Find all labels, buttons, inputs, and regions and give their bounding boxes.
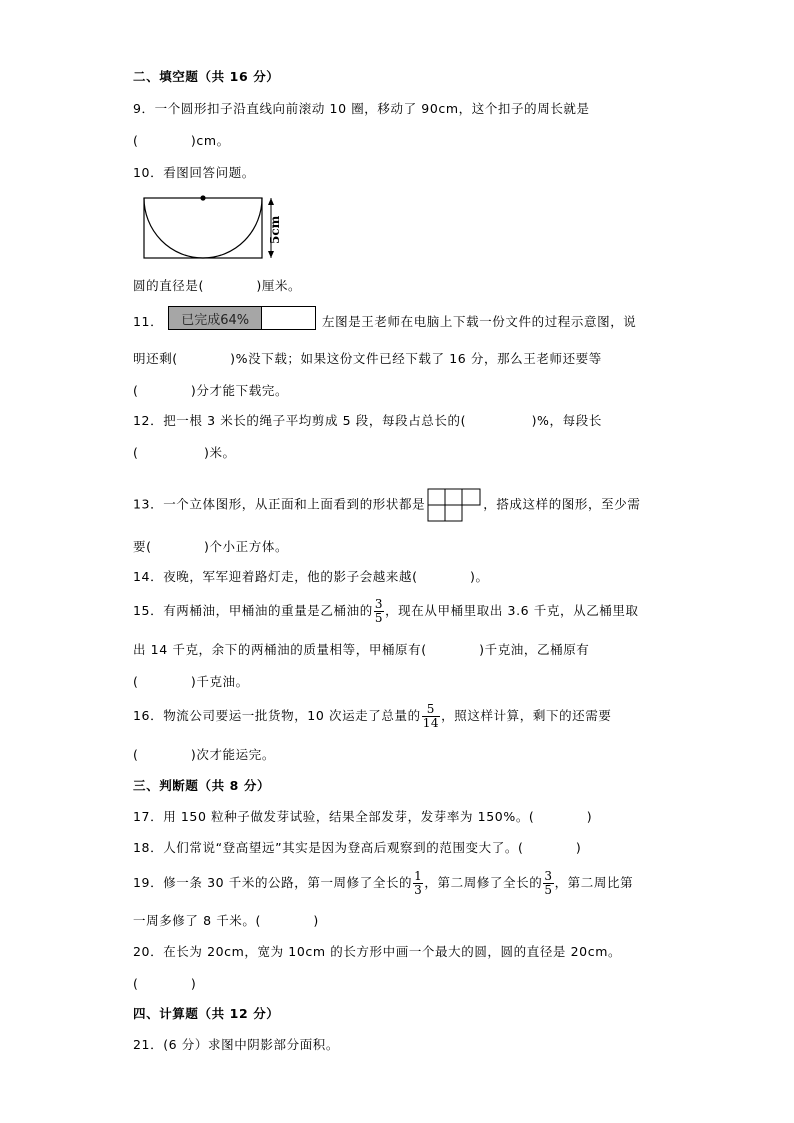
q16-fraction: [422, 703, 440, 730]
q13-text-before: 13．一个立体图形，从正面和上面看到的形状都是: [133, 496, 426, 512]
semicircle-figure: [140, 192, 285, 264]
figure-rectangle: [144, 198, 262, 258]
q9-line1: 9．一个圆形扣子沿直线向前滚动 10 圈，移动了 90cm，这个扣子的周长就是: [133, 101, 590, 116]
progress-bar-fill: 已完成64%: [169, 307, 262, 329]
q13-text-after: ，搭成这样的图形，至少需: [483, 496, 641, 512]
q19-text-c: ，第二周比第: [554, 875, 634, 890]
q21-text: 21．(6 分）求图中阴影部分面积。: [133, 1037, 340, 1052]
q16-text-after: ，照这样计算，剩下的还需要: [441, 708, 612, 723]
q11-line1: 左图是王老师在电脑上下载一份文件的过程示意图，说: [322, 314, 637, 329]
q15-fraction: [374, 598, 384, 625]
section-heading-fill-blank: 二、填空题（共 16 分）: [133, 69, 280, 84]
q11-line3: ( )分才能下载完。: [133, 383, 289, 398]
dimension-label: 5cm: [268, 215, 282, 244]
q16-line1: [133, 703, 611, 730]
q19-frac1-den: 3: [414, 883, 423, 897]
q19-frac1-num: 1: [414, 869, 423, 883]
q20-line1: 20．在长为 20cm，宽为 10cm 的长方形中画一个最大的圆，圆的直径是 20cm。: [133, 944, 622, 959]
semicircle-center-dot: [200, 195, 205, 200]
q19-line1: [133, 870, 633, 897]
download-progress-bar: [168, 306, 316, 330]
q10-text: 10．看图回答问题。: [133, 165, 255, 180]
q15-frac-num: 3: [374, 597, 384, 611]
q16-frac-den: 14: [422, 716, 440, 730]
section-heading-true-false: 三、判断题（共 8 分）: [133, 778, 271, 793]
q15-line1: [133, 598, 639, 625]
q15-line3: ( )千克油。: [133, 674, 249, 689]
q15-text-after: ，现在从甲桶里取出 3.6 千克，从乙桶里取: [385, 603, 639, 618]
q19-text-a: 19．修一条 30 千米的公路，第一周修了全长的: [133, 875, 413, 890]
cube-view-grid-icon: [427, 488, 481, 522]
q19-frac2-num: 3: [544, 869, 553, 883]
q15-frac-den: 5: [374, 611, 384, 625]
semicircle-arc: [144, 198, 262, 258]
q15-line2: 出 14 千克，余下的两桶油的质量相等，甲桶原有( )千克油，乙桶原有: [133, 642, 590, 657]
q15-text-before: 15．有两桶油，甲桶油的重量是乙桶油的: [133, 603, 373, 618]
q17-text: 17．用 150 粒种子做发芽试验，结果全部发芽，发芽率为 150%。( ): [133, 809, 593, 824]
q11-line2: 明还剩( )%没下载；如果这份文件已经下载了 16 分，那么王老师还要等: [133, 351, 602, 366]
q13-line1: [133, 488, 640, 522]
q18-text: 18．人们常说“登高望远”其实是因为登高后观察到的范围变大了。( ): [133, 840, 582, 855]
q13-line2: 要( )个小正方体。: [133, 539, 289, 554]
q16-text-before: 16．物流公司要运一批货物，10 次运走了总量的: [133, 708, 421, 723]
q11-number: 11．: [133, 314, 164, 329]
q12-line2: ( )米。: [133, 445, 236, 460]
q16-frac-num: 5: [422, 703, 440, 717]
q12-line1: 12．把一根 3 米长的绳子平均剪成 5 段，每段占总长的( )%，每段长: [133, 413, 602, 428]
q19-line2: 一周多修了 8 千米。( ): [133, 913, 319, 928]
q20-line2: ( ): [133, 976, 197, 991]
q10-answer: 圆的直径是( )厘米。: [133, 278, 302, 293]
q19-frac2-den: 5: [544, 883, 553, 897]
dimension-arrow-top: [268, 198, 274, 205]
q19-fraction-1: [413, 870, 423, 897]
q16-line2: ( )次才能运完。: [133, 747, 275, 762]
q19-fraction-2: [543, 870, 553, 897]
q9-line2: ( )cm。: [133, 133, 230, 148]
dimension-arrow-bottom: [268, 251, 274, 258]
q19-text-b: ，第二周修了全长的: [424, 875, 543, 890]
q14-text: 14．夜晚，军军迎着路灯走，他的影子会越来越( )。: [133, 569, 489, 584]
section-heading-calculation: 四、计算题（共 12 分）: [133, 1006, 280, 1021]
